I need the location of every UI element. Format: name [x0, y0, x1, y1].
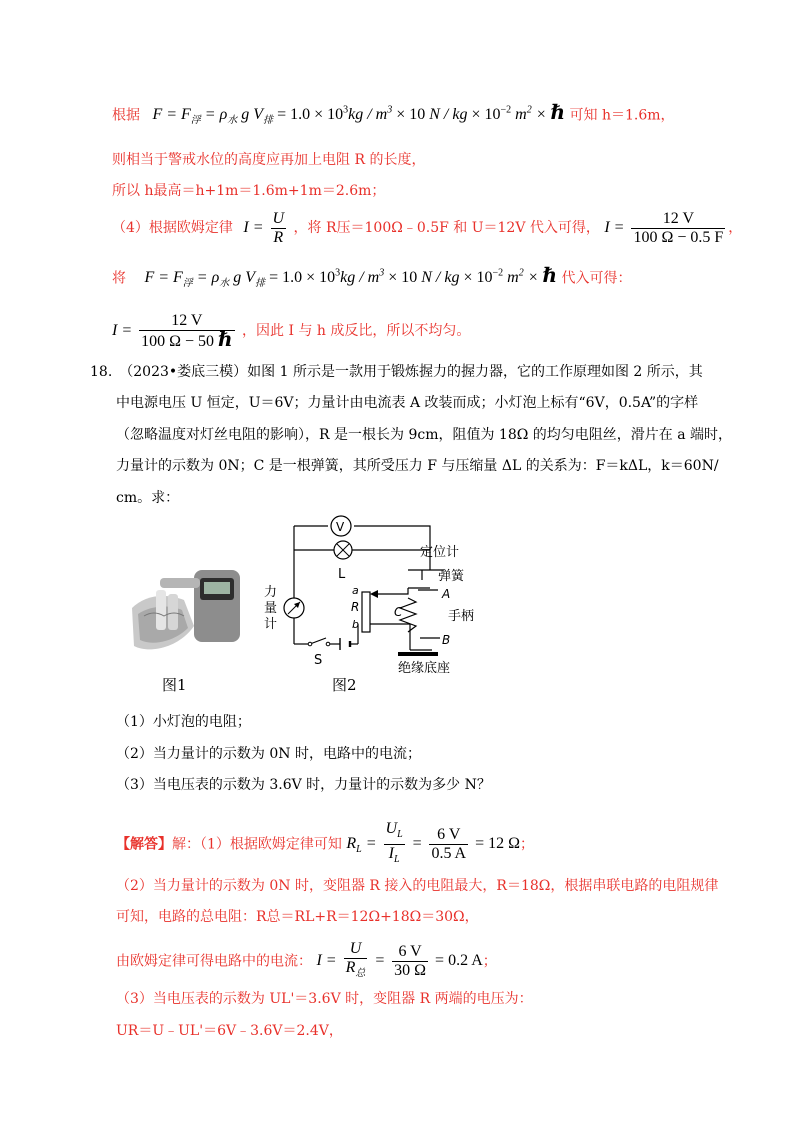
- problem-18-line-4: 力量计的示数为 0N；C 是一根弹簧，其所受压力 F 与压缩量 ΔL 的关系为：F＝kΔL，k＝60N/: [116, 458, 719, 474]
- solution-line-5: [112, 264, 632, 295]
- figure-2-caption: 图2: [332, 676, 357, 694]
- svg-text:绝缘底座: 绝缘底座: [398, 661, 451, 676]
- svg-text:L: L: [338, 567, 346, 582]
- svg-text:b: b: [352, 618, 359, 631]
- answer-line-1: 【解答】解：（1）根据欧姆定律可知 $R_L$ = $\frac{U_L}{I_L}$ = $\frac{6 V}{0.5 A}$ = 12 Ω；: [116, 820, 535, 866]
- text-h-max: 所以 h最高＝h+1m＝1.6m+1m＝2.6m；: [112, 183, 386, 199]
- svg-text:弹簧: 弹簧: [438, 569, 465, 584]
- solution-line-6: [112, 312, 470, 351]
- problem-18-line-2: 中电源电压 U 恒定，U＝6V；力量计由电流表 A 改装而成；小灯泡上标有“6V，0.5A”的字样: [116, 395, 699, 411]
- problem-18-line-3: （忽略温度对灯丝电阻的影响），R 是一根长为 9cm，阻值为 18Ω 的均匀电阻丝，滑片在 a 端时，: [116, 427, 733, 443]
- ohm-law-fraction: I = $\frac{U}{R}$: [243, 210, 285, 246]
- svg-text:手柄: 手柄: [448, 609, 475, 624]
- lamp-resistance-formula: $R_L$ = $\frac{U_L}{I_L}$ = $\frac{6 V}{0.5 A}$ = 12 Ω: [346, 820, 521, 866]
- problem-18-line-5: cm。求：: [116, 490, 180, 506]
- answer-line-4: 由欧姆定律可得电路中的电流： I = $\frac{U}{R_总}$ = $\frac{6 V}{30 \Omega}$ = 0.2 A；: [116, 940, 497, 980]
- question-2: （2）当力量计的示数为 0N 时，电路中的电流；: [116, 746, 421, 762]
- buoyancy-formula-2: $F = F_浮 = \rho_水$ g $V_排 = 1.0 \times 10^3kg / m^3 \times 10$ N / kg × $10^{-2}$ $m^2$ × ℏ: [144, 265, 558, 290]
- svg-text:V: V: [336, 520, 345, 534]
- svg-text:a: a: [352, 584, 359, 597]
- answer-line-2: （2）当力量计的示数为 0N 时，变阻器 R 接入的电阻最大，R＝18Ω，根据串联电路的电阻规律: [116, 878, 719, 894]
- figure-2-circuit: [258, 514, 508, 678]
- text-inverse: ，因此 I 与 h 成反比，所以不均匀。: [242, 323, 471, 340]
- current-formula-F: I = $\frac{12 V}{100 \Omega - 0.5 F}$: [604, 210, 724, 246]
- text-substitute: ，将 R压＝100Ω﹣0.5F 和 U＝12V 代入可得，: [293, 220, 600, 237]
- solution-line-1: [112, 101, 675, 132]
- answer-tag: 【解答】: [116, 836, 172, 853]
- figure-1-photo: [124, 556, 248, 660]
- text-h-value: 可知 h＝1.6m，: [569, 107, 675, 124]
- answer-1-prefix: 解：（1）根据欧姆定律可知: [172, 836, 342, 853]
- question-3: （3）当电压表的示数为 3.6V 时，力量计的示数为多少 N？: [116, 777, 491, 793]
- svg-text:量: 量: [264, 601, 278, 616]
- answer-line-6: UR＝U﹣UL'＝6V﹣3.6V＝2.4V，: [116, 1023, 343, 1039]
- current-formula-h: I = $\frac{12 V}{\text{100 Ω − 50 ℏ}}$: [112, 312, 233, 351]
- figure-1-caption: 图1: [162, 676, 187, 694]
- text-warning-level: 则相当于警戒水位的高度应再加上电阻 R 的长度，: [112, 152, 426, 168]
- svg-text:R: R: [351, 600, 360, 614]
- text-jiang: 将: [112, 270, 126, 287]
- text-ohm-law-4: （4）根据欧姆定律: [112, 220, 233, 237]
- solution-line-3: [112, 181, 385, 201]
- buoyancy-formula: $F = F_浮 = \rho_水$ g $V_排 = 1.0 \times 10^3kg / m^3 \times 10$ N / kg × $10^{-2}$ $m^2$ × ℏ: [152, 102, 566, 127]
- total-current-formula: I = $\frac{U}{R_总}$ = $\frac{6 V}{30 \Omega}$ = 0.2 A: [316, 940, 483, 980]
- text-genju: 根据: [112, 107, 140, 124]
- answer-line-3: 可知，电路的总电阻：R总＝RL+R＝12Ω+18Ω＝30Ω，: [116, 909, 479, 925]
- svg-text:B: B: [442, 633, 451, 647]
- solution-line-2: [112, 150, 425, 170]
- problem-18-line-1: 18. （2023•娄底三模）如图 1 所示是一款用于锻炼握力的握力器，它的工作原理如图 2 所示，其: [90, 364, 703, 380]
- svg-text:力: 力: [264, 585, 278, 600]
- svg-text:C: C: [394, 605, 403, 619]
- answer-line-5: （3）当电压表的示数为 UL'＝3.6V 时，变阻器 R 两端的电压为：: [116, 991, 533, 1007]
- svg-text:定位计: 定位计: [420, 545, 460, 560]
- solution-line-4: （4）根据欧姆定律 I = $\frac{U}{R}$ ，将 R压＝100Ω﹣0.5F 和 U＝12V 代入可得， I = $\frac{12 V}{100 \Omega - 0.5 F}$ ，: [112, 210, 743, 246]
- svg-text:计: 计: [264, 617, 278, 632]
- text-daiRu: 代入可得：: [561, 270, 632, 287]
- svg-text:S: S: [314, 653, 323, 668]
- svg-text:A: A: [442, 587, 451, 601]
- question-1: （1）小灯泡的电阻；: [116, 714, 251, 730]
